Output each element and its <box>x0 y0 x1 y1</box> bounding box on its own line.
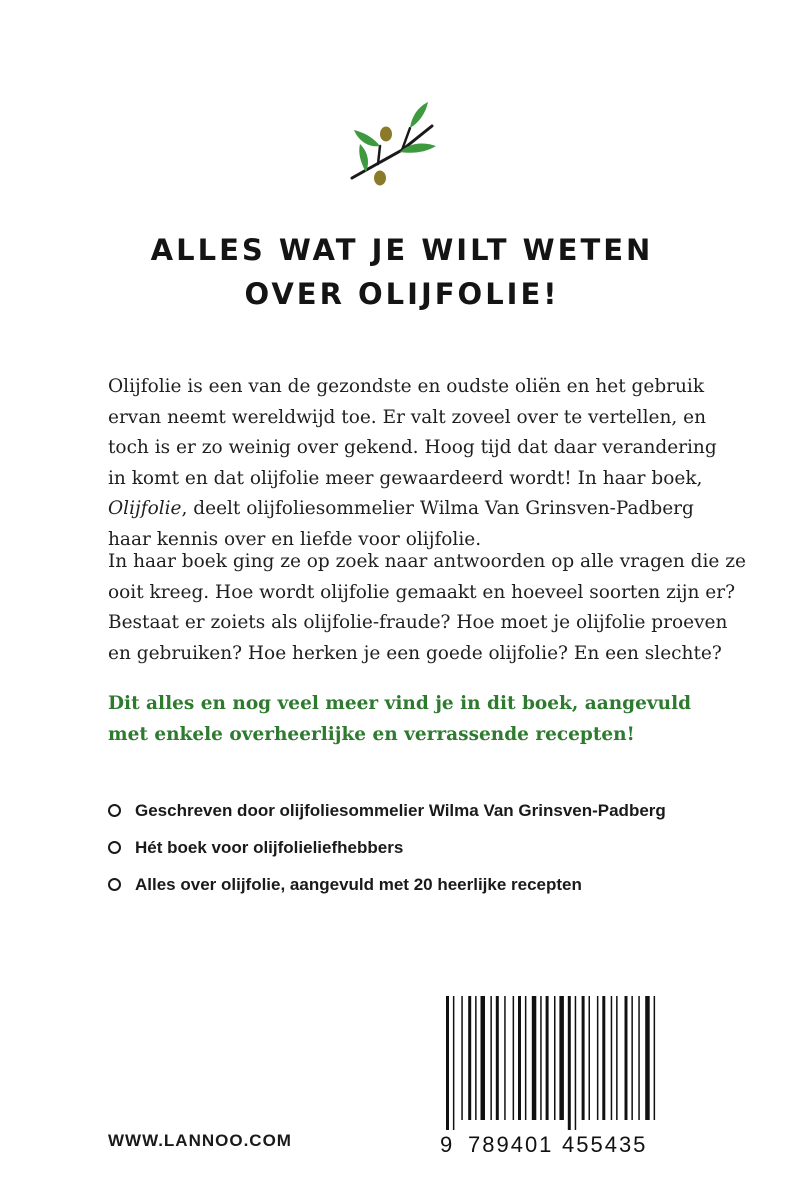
questions-line: In haar boek ging ze op zoek naar antwoorden op alle vragen die ze <box>108 551 746 572</box>
barcode-bar <box>461 996 463 1120</box>
barcode-bar <box>589 996 591 1120</box>
highlight-text <box>108 688 708 750</box>
barcode-bar <box>597 996 599 1120</box>
barcode-bar <box>611 996 613 1120</box>
list-item <box>108 829 708 866</box>
intro-line <box>108 494 708 525</box>
headline <box>0 228 804 316</box>
intro-line: in komt en dat olijfolie meer gewaardeerd wordt! In haar boek, <box>108 467 703 489</box>
barcode-left-group: 789401 <box>468 1132 554 1157</box>
bullet-circle-icon <box>108 804 121 817</box>
barcode-bar <box>546 996 549 1120</box>
barcode-bar <box>602 996 605 1120</box>
questions-line: Bestaat er zoiets als olijfolie-fraude? Hoe moet je olijfolie proeven <box>108 612 728 633</box>
barcode-bar <box>504 996 506 1120</box>
questions-line: en gebruiken? Hoe herken je een goede olijfolie? En een slechte? <box>108 642 722 664</box>
barcode-right-group: 455435 <box>562 1132 648 1157</box>
feature-list <box>108 792 708 903</box>
bullet-circle-icon <box>108 878 121 891</box>
barcode-bar <box>513 996 515 1120</box>
barcode-bar <box>481 996 486 1120</box>
barcode-bar <box>540 996 542 1120</box>
list-item-text: Hét boek voor olijfolieliefhebbers <box>135 837 404 857</box>
barcode-bar <box>554 996 556 1120</box>
highlight-line-2: met enkele overheerlijke en verrassende recepten! <box>108 724 635 745</box>
list-item-text: Alles over olijfolie, aangevuld met 20 heerlijke recepten <box>135 874 582 894</box>
barcode-bar <box>616 996 618 1120</box>
barcode-bar <box>625 996 628 1120</box>
barcode-bars <box>446 996 660 1130</box>
barcode-first-digit: 9 <box>440 1132 455 1157</box>
headline-line-2: OVER OLIJFOLIE! <box>244 277 560 311</box>
barcode-bar <box>582 996 585 1120</box>
barcode-bar <box>575 996 577 1130</box>
barcode-bar <box>518 996 521 1120</box>
barcode-bar <box>525 996 527 1120</box>
barcode-bar <box>468 996 471 1120</box>
intro-line: Olijfolie is een van de gezondste en oudste oliën en het gebruik <box>108 376 705 397</box>
intro-line: haar kennis over en liefde voor olijfolie. <box>108 528 482 550</box>
barcode-bar <box>654 996 656 1120</box>
barcode-bar <box>446 996 449 1130</box>
intro-line-rest: , deelt olijfoliesommelier Wilma Van Grinsven-Padberg <box>181 498 694 519</box>
barcode <box>440 996 666 1162</box>
barcode-bar <box>631 996 633 1120</box>
olive-branch-icon <box>340 98 440 190</box>
intro-line: ervan neemt wereldwijd toe. Er valt zoveel over te vertellen, en <box>108 406 707 428</box>
headline-line-1: ALLES WAT JE WILT WETEN <box>150 233 654 267</box>
publisher-website: WWW.LANNOO.COM <box>108 1131 292 1150</box>
bullet-circle-icon <box>108 841 121 854</box>
book-title-italic: Olijfolie <box>108 498 182 519</box>
barcode-bar <box>496 996 499 1120</box>
list-item-text: Geschreven door olijfoliesommelier Wilma Van Grinsven-Padberg <box>135 800 666 820</box>
barcode-bar <box>645 996 650 1120</box>
barcode-bar <box>568 996 571 1130</box>
barcode-bar <box>490 996 492 1120</box>
barcode-bar <box>559 996 564 1120</box>
highlight-line-1: Dit alles en nog veel meer vind je in dit boek, aangevuld <box>108 693 692 714</box>
questions-line: ooit kreeg. Hoe wordt olijfolie gemaakt en hoeveel soorten zijn er? <box>108 581 735 603</box>
barcode-bar <box>475 996 477 1120</box>
barcode-bar <box>532 996 537 1120</box>
intro-paragraph <box>108 372 717 555</box>
barcode-bar <box>453 996 455 1130</box>
intro-line: toch is er zo weinig over gekend. Hoog tijd dat daar verandering <box>108 437 717 458</box>
list-item <box>108 866 708 903</box>
barcode-bar <box>638 996 640 1120</box>
list-item <box>108 792 708 829</box>
questions-paragraph <box>108 547 746 669</box>
